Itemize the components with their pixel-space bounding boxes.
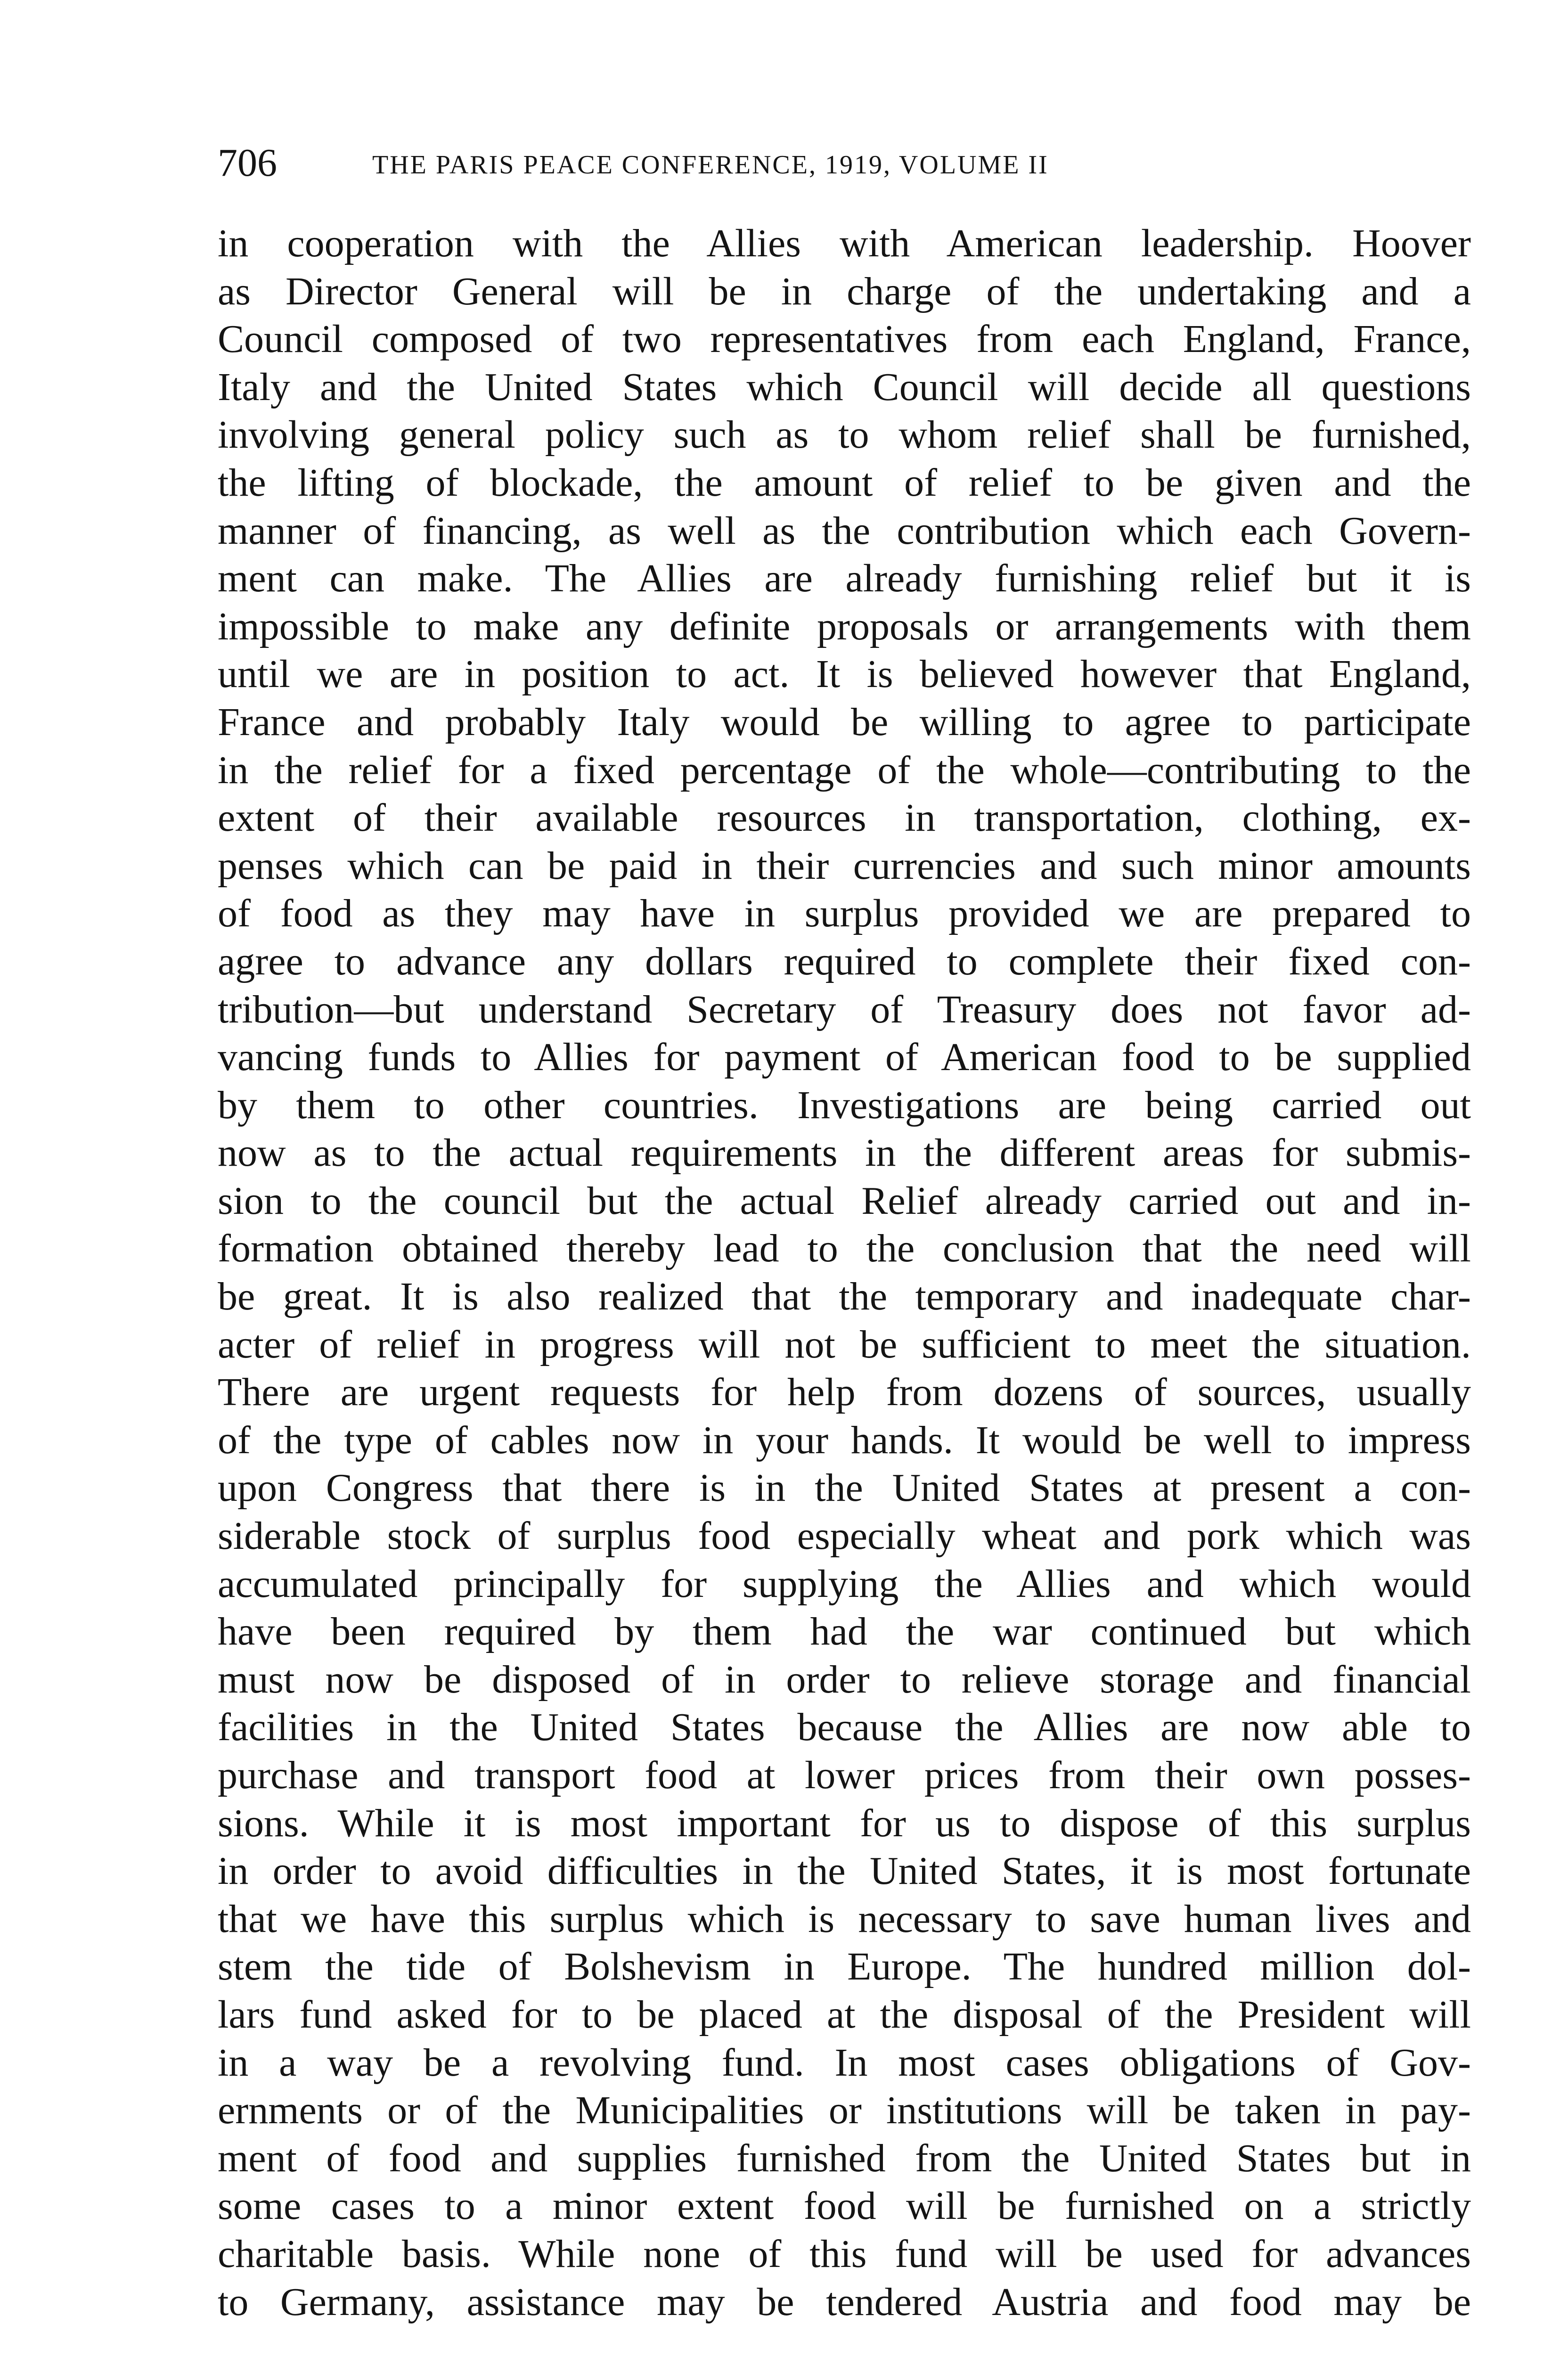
text-line: involving general policy such as to whom relief shall be furnished, (218, 413, 1471, 457)
text-line: until we are in position to act. It is believed however that England, (218, 652, 1471, 696)
text-line: accumulated principally for supplying the Allies and which would (218, 1562, 1471, 1606)
text-line: acter of relief in progress will not be sufficient to meet the situation. (218, 1322, 1471, 1366)
running-title: THE PARIS PEACE CONFERENCE, 1919, VOLUME II (372, 150, 1049, 180)
text-line: Council composed of two representatives from each England, France, (218, 317, 1471, 361)
text-line: must now be disposed of in order to relieve storage and financial (218, 1657, 1471, 1702)
text-line: be great. It is also realized that the temporary and inadequate char- (218, 1275, 1471, 1319)
text-line: agree to advance any dollars required to complete their fixed con- (218, 939, 1471, 983)
text-line: upon Congress that there is in the United States at present a con- (218, 1466, 1471, 1510)
body-text (218, 220, 1471, 2326)
running-head (218, 135, 1470, 191)
text-line: vancing funds to Allies for payment of American food to be supplied (218, 1035, 1471, 1080)
text-line: as Director General will be in charge of the undertaking and a (218, 269, 1471, 313)
text-line: France and probably Italy would be willing to agree to participate (218, 700, 1471, 744)
text-line: ment of food and supplies furnished from the United States but in (218, 2136, 1471, 2180)
text-line: in a way be a revolving fund. In most cases obligations of Gov- (218, 2040, 1471, 2085)
text-line: now as to the actual requirements in the different areas for submis- (218, 1131, 1471, 1175)
text-line: sion to the council but the actual Relief already carried out and in- (218, 1178, 1471, 1223)
page-number: 706 (218, 141, 277, 185)
text-line: the lifting of blockade, the amount of relief to be given and the (218, 460, 1471, 505)
text-line: ment can make. The Allies are already furnishing relief but it is (218, 556, 1471, 601)
text-line: lars fund asked for to be placed at the disposal of the President will (218, 1992, 1471, 2037)
text-line: extent of their available resources in transportation, clothing, ex- (218, 796, 1471, 840)
text-line: of the type of cables now in your hands. It would be well to impress (218, 1418, 1471, 1462)
text-line: in the relief for a fixed percentage of the whole—contributing to the (218, 748, 1471, 792)
text-line: in cooperation with the Allies with American leadership. Hoover (218, 221, 1471, 265)
text-line: stem the tide of Bolshevism in Europe. The hundred million dol- (218, 1945, 1471, 1989)
text-line: impossible to make any definite proposals or arrangements with them (218, 604, 1471, 648)
text-line: ernments or of the Municipalities or institutions will be taken in pay- (218, 2088, 1471, 2133)
text-line: charitable basis. While none of this fund will be used for advances (218, 2232, 1471, 2276)
text-line: have been required by them had the war continued but which (218, 1610, 1471, 1654)
text-line: sions. While it is most important for us to dispose of this surplus (218, 1801, 1471, 1845)
text-line: in order to avoid difficulties in the United States, it is most fortunate (218, 1849, 1471, 1893)
text-line: tribution—but understand Secretary of Treasury does not favor ad- (218, 987, 1471, 1031)
text-line: manner of financing, as well as the contribution which each Govern- (218, 508, 1471, 553)
text-line: formation obtained thereby lead to the conclusion that the need will (218, 1227, 1471, 1271)
text-line: Italy and the United States which Council will decide all questions (218, 365, 1471, 409)
text-line: that we have this surplus which is necessary to save human lives and (218, 1897, 1471, 1941)
text-line: purchase and transport food at lower prices from their own posses- (218, 1753, 1471, 1797)
text-line: siderable stock of surplus food especially wheat and pork which was (218, 1514, 1471, 1558)
text-line: of food as they may have in surplus provided we are prepared to (218, 892, 1471, 936)
text-line: by them to other countries. Investigations are being carried out (218, 1083, 1471, 1127)
text-line: to Germany, assistance may be tendered Austria and food may be (218, 2280, 1471, 2324)
text-line: penses which can be paid in their currencies and such minor amounts (218, 843, 1471, 888)
text-line: some cases to a minor extent food will be furnished on a strictly (218, 2184, 1471, 2228)
text-line: facilities in the United States because the Allies are now able to (218, 1705, 1471, 1750)
text-line: There are urgent requests for help from dozens of sources, usually (218, 1370, 1471, 1415)
